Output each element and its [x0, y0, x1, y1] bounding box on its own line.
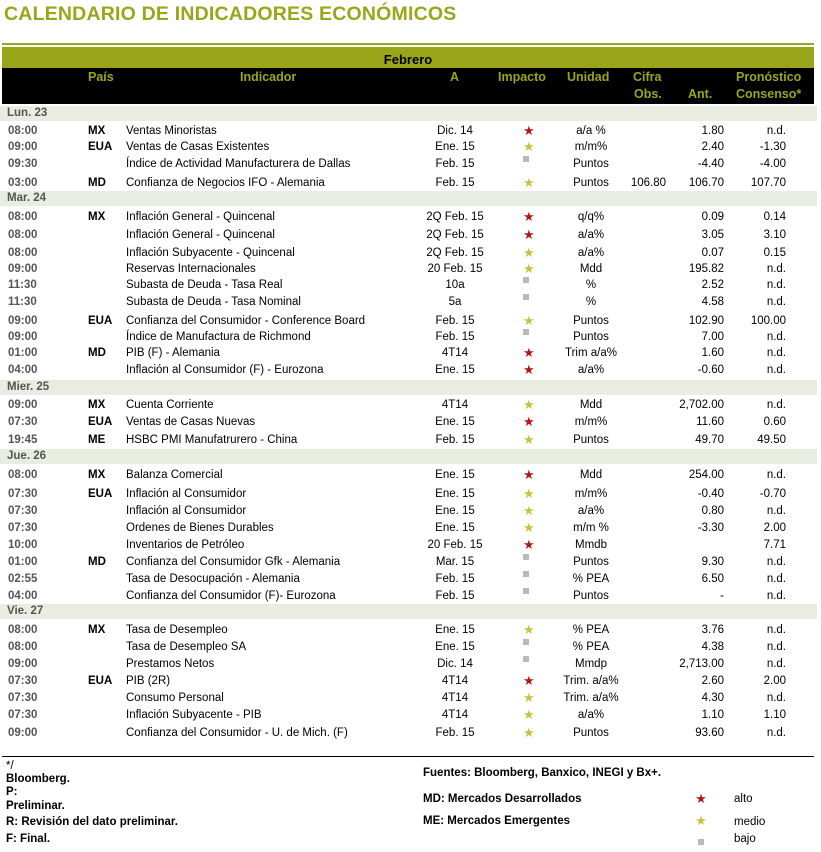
- cell-unit: a/a%: [577, 229, 605, 241]
- cell-ant: 4.58: [701, 296, 724, 308]
- table-row: 09:00 EUA Confianza del Consumidor - Conference Board Feb. 15 Puntos 102.90 100.00 ★: [8, 313, 786, 328]
- cell-period: 2Q Feb. 15: [426, 247, 484, 259]
- cell-indicator: Consumo Personal: [126, 692, 224, 704]
- cell-time: 07:30: [8, 675, 38, 687]
- cell-indicator: Inflación Subyacente - Quincenal: [126, 247, 295, 259]
- cell-unit: Puntos: [573, 727, 609, 739]
- cell-indicator: Subasta de Deuda - Tasa Nominal: [126, 296, 301, 308]
- cell-ant: 1.60: [701, 347, 724, 359]
- cell-country: EUA: [88, 141, 113, 153]
- footnote-star: */: [6, 760, 14, 772]
- table-row: 07:30 EUA Inflación al Consumidor Ene. 15 m/m% -0.40 -0.70 ★: [8, 486, 786, 501]
- cell-time: 07:30: [8, 416, 38, 428]
- table-row: [0, 639, 817, 655]
- cell-period: Ene. 15: [435, 641, 475, 653]
- cell-period: Ene. 15: [435, 141, 475, 153]
- cell-indicator: Ventas de Casas Nuevas: [126, 416, 256, 428]
- cell-time: 09:00: [8, 727, 38, 739]
- cell-ant: 102.90: [688, 315, 724, 327]
- cell-unit: Puntos: [573, 556, 609, 568]
- cell-period: Dic. 14: [437, 125, 473, 137]
- cell-indicator: Ordenes de Bienes Durables: [126, 522, 274, 534]
- cell-ant: 0.07: [701, 247, 724, 259]
- cell-indicator: Confianza del Consumidor - U. de Mich. (F): [126, 727, 348, 739]
- cell-cons: -1.30: [759, 141, 786, 153]
- table-row: 09:00 Confianza del Consumidor - U. de Mich. (F) Feb. 15 Puntos 93.60 n.d. ★: [8, 725, 786, 740]
- day-label: Jue. 26: [7, 450, 46, 462]
- cell-unit: %: [585, 279, 597, 291]
- cell-period: Mar. 15: [435, 556, 475, 568]
- cell-ant: 1.80: [701, 125, 724, 137]
- cell-ant: 0.09: [701, 211, 724, 223]
- cell-time: 02:55: [8, 573, 38, 585]
- cell-ant: 2.40: [701, 141, 724, 153]
- header-a: A: [450, 70, 460, 84]
- cell-period: 20 Feb. 15: [427, 263, 483, 275]
- header-unidad: Unidad: [567, 70, 610, 84]
- table-row: 08:00 MX Tasa de Desempleo Ene. 15 % PEA 3.76 n.d. ★: [8, 622, 786, 637]
- cell-cons: 7.71: [763, 539, 786, 551]
- cell-country: MX: [88, 211, 106, 223]
- cell-time: 11:30: [8, 279, 37, 291]
- cell-country: MX: [88, 469, 106, 481]
- cell-unit: Mdd: [579, 263, 603, 275]
- cell-cons: 107.70: [750, 177, 786, 189]
- header-pais: País: [88, 70, 114, 84]
- cell-cons: n.d.: [766, 279, 786, 291]
- legend-md: MD: Mercados Desarrollados: [423, 793, 582, 805]
- cell-time: 08:00: [8, 469, 38, 481]
- cell-ant: 0.80: [701, 505, 724, 517]
- table-row: 07:30 Inflación Subyacente - PIB 4T14 a/a% 1.10 1.10 ★: [8, 707, 786, 722]
- table-row: 04:00 Inflación al Consumidor (F) - Eurozona Ene. 15 a/a% -0.60 n.d. ★: [8, 362, 786, 377]
- header-obs: Obs.: [634, 87, 662, 101]
- cell-period: Feb. 15: [435, 573, 475, 585]
- cell-unit: a/a%: [577, 505, 605, 517]
- header-ant: Ant.: [688, 87, 713, 101]
- cell-cons: n.d.: [766, 573, 786, 585]
- cell-unit: Puntos: [573, 331, 609, 343]
- cell-ant: 1.10: [701, 709, 724, 721]
- cell-indicator: Reservas Internacionales: [126, 263, 256, 275]
- cell-period: Ene. 15: [435, 488, 475, 500]
- month-banner: Febrero: [2, 47, 814, 68]
- cell-cons: n.d.: [766, 590, 786, 602]
- cell-period: 4T14: [441, 692, 469, 704]
- cell-period: 10a: [445, 279, 465, 291]
- cell-time: 10:00: [8, 539, 38, 551]
- table-row: 09:00 MX Cuenta Corriente 4T14 Mdd 2,702.00 n.d. ★: [8, 397, 786, 412]
- cell-country: MD: [88, 347, 106, 359]
- cell-cons: n.d.: [766, 331, 786, 343]
- cell-unit: Mmdb: [575, 539, 607, 551]
- cell-ant: 49.70: [695, 434, 724, 446]
- cell-indicator: Confianza del Consumidor - Conference Board: [126, 315, 366, 327]
- cell-unit: Mdd: [579, 399, 603, 411]
- cell-cons: 100.00: [750, 315, 786, 327]
- table-row: 10:00 Inventarios de Petróleo 20 Feb. 15 Mmdb 7.71 ★: [8, 537, 786, 552]
- legend-bajo-label: bajo: [734, 833, 756, 845]
- cell-cons: n.d.: [766, 469, 786, 481]
- cell-unit: % PEA: [572, 641, 610, 653]
- cell-unit: a/a%: [577, 364, 605, 376]
- cell-unit: Puntos: [573, 590, 609, 602]
- table-row: 09:00 Reservas Internacionales 20 Feb. 15 Mdd 195.82 n.d. ★: [8, 261, 786, 276]
- table-row: 08:00 Inflación General - Quincenal 2Q Feb. 15 a/a% 3.05 3.10 ★: [8, 227, 786, 242]
- cell-ant: 6.50: [701, 573, 724, 585]
- cell-unit: m/m%: [574, 488, 608, 500]
- cell-period: Ene. 15: [435, 505, 475, 517]
- cell-cons: n.d.: [766, 505, 786, 517]
- cell-indicator: Inflación Subyacente - PIB: [126, 709, 262, 721]
- table-row: 07:30 Ordenes de Bienes Durables Ene. 15 m/m % -3.30 2.00 ★: [8, 520, 786, 535]
- cell-ant: 254.00: [688, 469, 724, 481]
- cell-country: EUA: [88, 675, 113, 687]
- footnote-p: P:: [6, 786, 18, 798]
- cell-indicator: Inflación al Consumidor (F) - Eurozona: [126, 364, 324, 376]
- cell-time: 09:00: [8, 315, 38, 327]
- cell-indicator: Ventas de Casas Existentes: [126, 141, 270, 153]
- cell-indicator: Balanza Comercial: [126, 469, 223, 481]
- cell-ant: -3.30: [697, 522, 724, 534]
- table-row: [0, 588, 817, 604]
- cell-period: Feb. 15: [435, 331, 475, 343]
- cell-ant: -0.40: [697, 488, 724, 500]
- table-row: [0, 294, 817, 310]
- cell-time: 07:30: [8, 692, 38, 704]
- cell-period: Feb. 15: [435, 590, 475, 602]
- cell-period: 5a: [448, 296, 462, 308]
- cell-indicator: Inflación al Consumidor: [126, 505, 247, 517]
- cell-cons: 49.50: [757, 434, 786, 446]
- cell-country: MD: [88, 177, 106, 189]
- day-header: [0, 449, 817, 464]
- cell-cons: 3.10: [763, 229, 786, 241]
- cell-unit: Trim. a/a%: [563, 692, 619, 704]
- table-row: [0, 329, 817, 345]
- cell-cons: 1.10: [763, 709, 786, 721]
- cell-time: 07:30: [8, 522, 38, 534]
- cell-indicator: Subasta de Deuda - Tasa Real: [126, 279, 283, 291]
- cell-cons: n.d.: [766, 296, 786, 308]
- cell-time: 08:00: [8, 125, 38, 137]
- cell-country: ME: [88, 434, 106, 446]
- cell-indicator: Confianza del Consumidor Gfk - Alemania: [126, 556, 341, 568]
- cell-period: Feb. 15: [435, 158, 475, 170]
- cell-indicator: Tasa de Desempleo SA: [126, 641, 247, 653]
- cell-ant: -: [720, 590, 724, 602]
- cell-time: 09:00: [8, 399, 38, 411]
- cell-cons: n.d.: [766, 125, 786, 137]
- cell-cons: n.d.: [766, 399, 786, 411]
- cell-cons: n.d.: [766, 658, 786, 670]
- cell-period: Feb. 15: [435, 434, 475, 446]
- cell-ant: 106.70: [688, 177, 724, 189]
- cell-time: 09:00: [8, 263, 38, 275]
- cell-ant: -4.40: [697, 158, 724, 170]
- cell-ant: 11.60: [696, 416, 724, 428]
- table-row: [0, 554, 817, 570]
- cell-unit: Puntos: [573, 434, 609, 446]
- square-gray-icon: [693, 833, 709, 851]
- cell-period: 4T14: [441, 709, 469, 721]
- table-row: 07:30 EUA PIB (2R) 4T14 Trim. a/a% 2.60 2.00 ★: [8, 673, 786, 688]
- cell-cons: 0.60: [763, 416, 786, 428]
- cell-indicator: PIB (F) - Alemania: [126, 347, 220, 359]
- table-row: 07:30 EUA Ventas de Casas Nuevas Ene. 15 m/m% 11.60 0.60 ★: [8, 414, 786, 429]
- cell-ant: -0.60: [697, 364, 724, 376]
- cell-indicator: Inflación General - Quincenal: [126, 211, 275, 223]
- header-consenso: Consenso*: [736, 87, 802, 101]
- cell-unit: Puntos: [573, 158, 609, 170]
- footnote-r: R: Revisión del dato preliminar.: [6, 816, 178, 828]
- cell-time: 01:00: [8, 347, 38, 359]
- cell-indicator: Inflación General - Quincenal: [126, 229, 275, 241]
- cell-time: 19:45: [8, 434, 38, 446]
- cell-time: 09:30: [8, 158, 38, 170]
- cell-time: 07:30: [8, 505, 38, 517]
- cell-cons: n.d.: [766, 624, 786, 636]
- cell-obs: 106.80: [630, 177, 666, 189]
- cell-period: Feb. 15: [435, 727, 475, 739]
- cell-country: MX: [88, 399, 106, 411]
- table-row: 19:45 ME HSBC PMI Manufatrurero - China Feb. 15 Puntos 49.70 49.50 ★: [8, 432, 786, 447]
- cell-indicator: Confianza del Consumidor (F)- Eurozona: [126, 590, 336, 602]
- cell-unit: a/a%: [577, 247, 605, 259]
- cell-ant: 2.60: [701, 675, 724, 687]
- table-row: 08:00 MX Ventas Minoristas Dic. 14 a/a % 1.80 n.d. ★: [8, 123, 786, 138]
- cell-ant: 7.00: [701, 331, 724, 343]
- day-label: Vie. 27: [7, 605, 44, 617]
- table-row: 08:00 MX Inflación General - Quincenal 2Q Feb. 15 q/q% 0.09 0.14 ★: [8, 209, 786, 224]
- cell-cons: -0.70: [759, 488, 786, 500]
- cell-unit: Mdd: [579, 469, 603, 481]
- cell-time: 08:00: [8, 641, 38, 653]
- cell-ant: 3.05: [701, 229, 724, 241]
- cell-cons: n.d.: [766, 263, 786, 275]
- cell-country: EUA: [88, 488, 113, 500]
- cell-period: Ene. 15: [435, 624, 475, 636]
- page-title: CALENDARIO DE INDICADORES ECONÓMICOS: [4, 3, 457, 25]
- cell-period: Ene. 15: [435, 364, 475, 376]
- cell-period: Feb. 15: [435, 315, 475, 327]
- cell-unit: a/a %: [576, 125, 606, 137]
- cell-cons: 2.00: [763, 675, 786, 687]
- cell-indicator: PIB (2R): [126, 675, 171, 687]
- table-row: 01:00 MD PIB (F) - Alemania 4T14 Trim a/a% 1.60 n.d. ★: [8, 345, 786, 360]
- cell-ant: 2.52: [701, 279, 724, 291]
- cell-ant: 195.82: [688, 263, 724, 275]
- cell-time: 09:00: [8, 658, 38, 670]
- cell-unit: %: [585, 296, 597, 308]
- cell-time: 11:30: [8, 296, 37, 308]
- cell-country: MX: [88, 624, 106, 636]
- cell-cons: 0.14: [763, 211, 786, 223]
- footnote-bloomberg: Bloomberg.: [6, 773, 70, 785]
- cell-indicator: Ventas Minoristas: [126, 125, 217, 137]
- cell-period: Ene. 15: [435, 522, 475, 534]
- table-row: 08:00 MX Balanza Comercial Ene. 15 Mdd 254.00 n.d. ★: [8, 467, 786, 482]
- cell-indicator: Índice de Actividad Manufacturera de Dallas: [126, 158, 351, 170]
- table-row: [0, 571, 817, 587]
- cell-period: Feb. 15: [435, 177, 475, 189]
- cell-cons: n.d.: [766, 641, 786, 653]
- table-header: [2, 68, 814, 104]
- header-indicador: Indicador: [240, 70, 297, 84]
- cell-period: 4T14: [441, 675, 469, 687]
- header-pronostico: Pronóstico: [736, 70, 802, 84]
- cell-unit: Trim. a/a%: [563, 675, 619, 687]
- cell-unit: m/m%: [574, 416, 608, 428]
- cell-time: 08:00: [8, 211, 38, 223]
- cell-indicator: Índice de Manufactura de Richmond: [126, 331, 311, 343]
- cell-unit: Puntos: [573, 177, 609, 189]
- table-row: 07:30 Inflación al Consumidor Ene. 15 a/a% 0.80 n.d. ★: [8, 503, 786, 518]
- cell-period: 20 Feb. 15: [427, 539, 483, 551]
- cell-unit: Trim a/a%: [565, 347, 617, 359]
- legend-alto-label: alto: [734, 793, 753, 805]
- table-row: 09:00 EUA Ventas de Casas Existentes Ene. 15 m/m% 2.40 -1.30 ★: [8, 139, 786, 154]
- cell-unit: q/q%: [577, 211, 605, 223]
- cell-ant: 4.30: [701, 692, 724, 704]
- cell-indicator: Prestamos Netos: [126, 658, 215, 670]
- cell-country: EUA: [88, 416, 113, 428]
- table-row: [0, 156, 817, 172]
- cell-cons: n.d.: [766, 556, 786, 568]
- sources-text: Fuentes: Bloomberg, Banxico, INEGI y Bx+.: [423, 767, 662, 779]
- star-yellow-icon: ★: [695, 813, 707, 828]
- legend-medio-label: medio: [734, 816, 766, 828]
- table-row: 07:30 Consumo Personal 4T14 Trim. a/a% 4.30 n.d. ★: [8, 690, 786, 705]
- cell-period: 2Q Feb. 15: [426, 229, 484, 241]
- table-row: 08:00 Inflación Subyacente - Quincenal 2Q Feb. 15 a/a% 0.07 0.15 ★: [8, 245, 786, 260]
- cell-time: 09:00: [8, 331, 38, 343]
- cell-unit: m/m%: [574, 141, 608, 153]
- cell-cons: -4.00: [759, 158, 786, 170]
- cell-time: 07:30: [8, 488, 38, 500]
- cell-time: 09:00: [8, 141, 38, 153]
- day-header: [0, 380, 817, 395]
- cell-time: 04:00: [8, 364, 38, 376]
- table-row: 03:00 MD Confianza de Negocios IFO - Alemania Feb. 15 Puntos 106.80 106.70 107.70 ★: [8, 175, 786, 190]
- cell-indicator: Inflación al Consumidor: [126, 488, 247, 500]
- star-red-icon: ★: [695, 791, 707, 806]
- header-cifra: Cifra: [633, 70, 662, 84]
- cell-ant: 2,702.00: [679, 399, 724, 411]
- day-header: [0, 191, 817, 206]
- divider: [2, 43, 814, 45]
- cell-ant: 4.38: [701, 641, 724, 653]
- cell-period: Dic. 14: [437, 658, 473, 670]
- cell-period: 4T14: [441, 399, 469, 411]
- cell-time: 08:00: [8, 247, 38, 259]
- cell-indicator: Tasa de Desempleo: [126, 624, 228, 636]
- cell-unit: Puntos: [573, 315, 609, 327]
- footnote-preliminar: Preliminar.: [6, 800, 65, 812]
- cell-indicator: Confianza de Negocios IFO - Alemania: [126, 177, 325, 189]
- cell-indicator: Inventarios de Petróleo: [126, 539, 245, 551]
- day-label: Mier. 25: [7, 381, 50, 393]
- cell-time: 08:00: [8, 624, 38, 636]
- cell-cons: n.d.: [766, 347, 786, 359]
- table-row: [0, 656, 817, 672]
- day-label: Lun. 23: [7, 107, 48, 119]
- cell-time: 04:00: [8, 590, 38, 602]
- cell-unit: a/a%: [577, 709, 605, 721]
- cell-time: 03:00: [8, 177, 38, 189]
- cell-country: MX: [88, 125, 106, 137]
- cell-period: Ene. 15: [435, 469, 475, 481]
- cell-unit: % PEA: [572, 573, 610, 585]
- cell-cons: n.d.: [766, 727, 786, 739]
- cell-unit: % PEA: [572, 624, 610, 636]
- cell-ant: 2,713.00: [679, 658, 724, 670]
- cell-ant: 9.30: [701, 556, 724, 568]
- cell-country: EUA: [88, 315, 113, 327]
- cell-unit: Mmdp: [575, 658, 607, 670]
- header-impacto: Impacto: [498, 70, 546, 84]
- cell-cons: 0.15: [763, 247, 786, 259]
- footnote-f: F: Final.: [6, 833, 51, 845]
- cell-unit: m/m %: [573, 522, 609, 534]
- cell-country: MD: [88, 556, 106, 568]
- divider: [2, 756, 814, 757]
- cell-cons: n.d.: [766, 692, 786, 704]
- cell-indicator: Tasa de Desocupación - Alemania: [126, 573, 300, 585]
- cell-period: Ene. 15: [435, 416, 475, 428]
- legend-me: ME: Mercados Emergentes: [423, 815, 570, 827]
- cell-cons: n.d.: [766, 364, 786, 376]
- cell-time: 08:00: [8, 229, 38, 241]
- cell-ant: 3.76: [701, 624, 724, 636]
- day-header: [0, 604, 817, 619]
- cell-period: 4T14: [441, 347, 469, 359]
- cell-indicator: HSBC PMI Manufatrurero - China: [126, 434, 298, 446]
- day-label: Mar. 24: [7, 192, 46, 204]
- cell-ant: 93.60: [695, 727, 724, 739]
- table-row: [0, 277, 817, 293]
- cell-time: 01:00: [8, 556, 38, 568]
- cell-cons: 2.00: [763, 522, 786, 534]
- cell-period: 2Q Feb. 15: [426, 211, 484, 223]
- cell-time: 07:30: [8, 709, 38, 721]
- cell-indicator: Cuenta Corriente: [126, 399, 214, 411]
- day-header: [0, 106, 817, 121]
